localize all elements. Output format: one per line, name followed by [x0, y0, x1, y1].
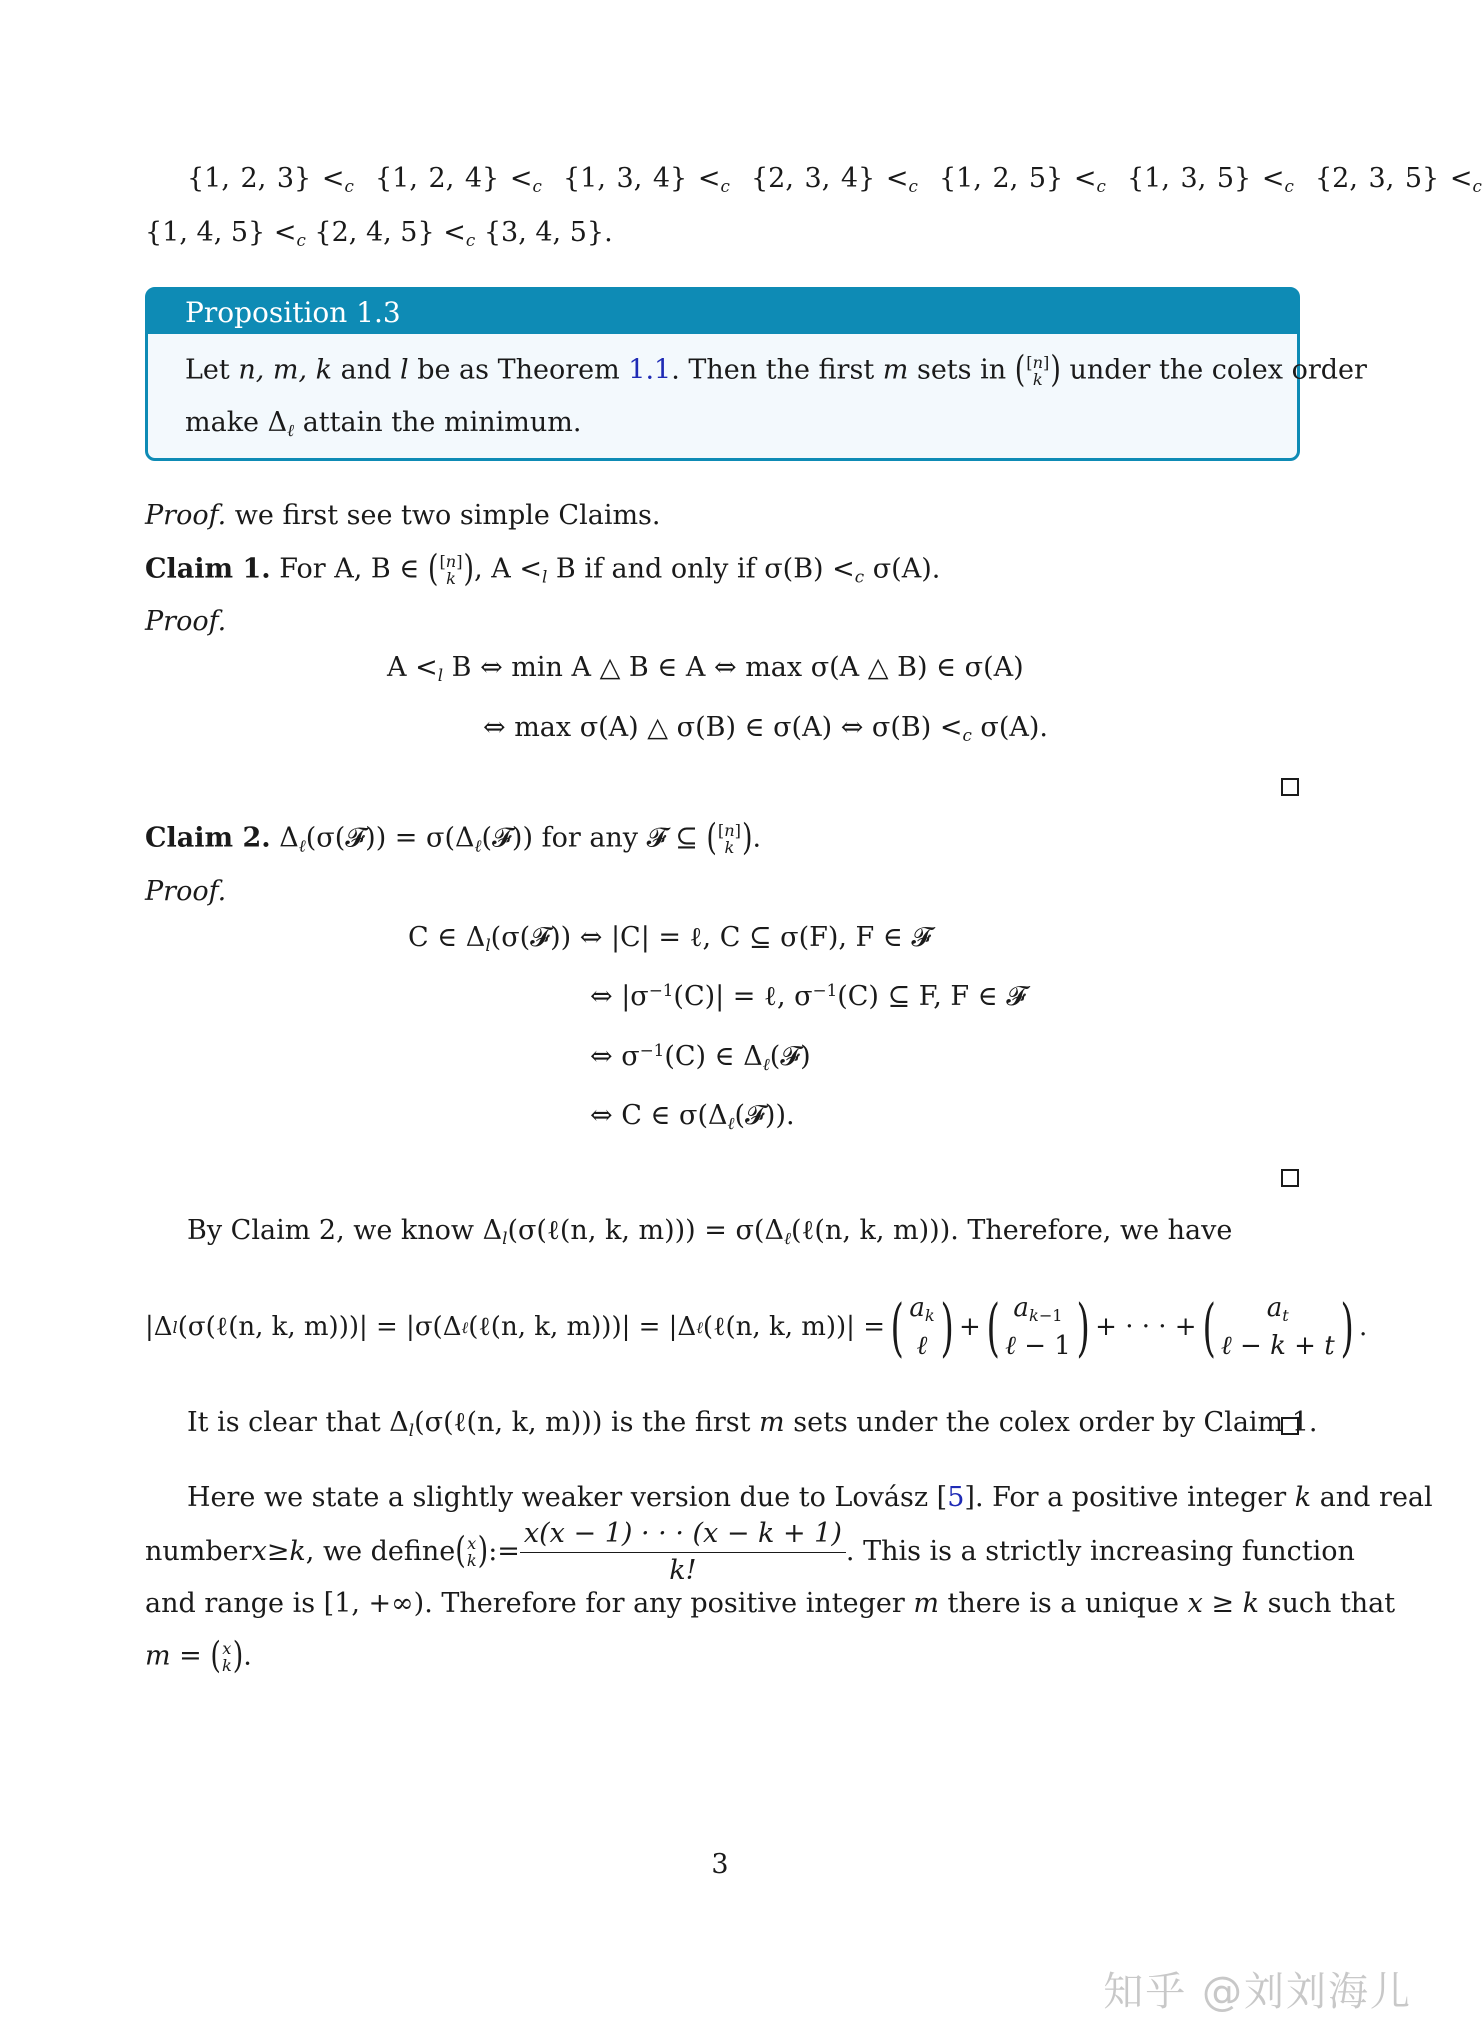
binom-ak-l: ( $a_k$ ℓ ) [890, 1290, 954, 1364]
colex-line-2: {1, 4, $5\} <_c$ {2, 4, $5\} <_c$ {3, 4, 5}. [145, 217, 613, 251]
colex-line-1: {1, 2, $3\} <_c$ {1, 2, $4\} <_c$ {1, 3, $4\} <_c$ {2, 3, $4\} <_c$ {1, 2, $5\} <_c$ {1, 3, $5\} <_c$ {2, 3, $5\} <_c$ [187, 163, 1482, 197]
citation-5-link[interactable]: 5 [947, 1482, 965, 1513]
binom-ak-1: ( $a_{k-1}$ ℓ − 1 ) [986, 1290, 1090, 1364]
watermark: 知乎 @刘刘海儿 [1103, 1969, 1412, 2015]
claim-2-proof-label: Proof. [145, 876, 227, 907]
proof-intro: Proof. we first see two simple Claims. [145, 500, 661, 531]
lovasz-line-3: and range is [1, +∞). Therefore for any positive integer m there is a unique x ≥ k such that [145, 1588, 1396, 1619]
lovasz-line-4: m = ( x k ) . [145, 1635, 252, 1677]
claim-1-proof-label: Proof. [145, 606, 227, 637]
clear-statement: It is clear that $\Delta_l(\sigma(\ell(n$, k, m))) is the first m sets under the colex order by Claim 1. [187, 1407, 1318, 1441]
qed-square-3 [1281, 1417, 1299, 1435]
page-number: 3 [711, 1849, 729, 1880]
qed-square-2 [1281, 1169, 1299, 1187]
claim-2-eq-3: ⇔ $\sigma^{-1}(C)$ ∈ $\Delta_\ell(𝓕)$ [590, 1040, 811, 1075]
binom-at: ( $a_t$ ℓ − k + t ) [1202, 1290, 1354, 1364]
claim-1: Claim 1. For A, B ∈ ( [n] k ) , $A <_l$ B if and only if $\sigma(B) <_c$ σ(A). [145, 548, 941, 590]
qed-square-1 [1281, 778, 1299, 796]
proposition-line-1: Let n, m, k and l be as Theorem 1.1. Then the first m sets in ( [n] k ) under the colex order [185, 349, 1367, 391]
claim-2-eq-4: ⇔ C ∈ $\sigma(\Delta_\ell(𝓕))$. [590, 1100, 795, 1134]
claim-1-eq-1: $A <_l$ B ⇔ min A △ B ∈ A ⇔ max σ(A △ B) ∈ σ(A) [387, 652, 1024, 686]
claim-2-eq-1: C ∈ $\Delta_l(\sigma(𝓕))$ ⇔ |C| = ℓ, C ⊆ σ(F), F ∈ 𝓕 [408, 922, 932, 956]
by-claim-2: By Claim 2, we know $\Delta_l(\sigma(\ell(n$, k, $m))) = \sigma(\Delta_\ell(\ell(n$, k, m))). Therefore, we have [187, 1215, 1233, 1249]
proposition-header [148, 290, 1297, 334]
big-equation: |Δ l (σ(ℓ(n, k, m)))| = |σ(Δ ℓ (ℓ(n, k, m)))| = |Δ ℓ (ℓ(n, k, m))| = ( $a_k$ ℓ ) + ( $a_{k-1}$ ℓ − 1 ) + · · · + ( $a_t$ ℓ − k + t ) . [145, 1290, 1368, 1364]
claim-2: Claim 2. $\Delta_\ell(\sigma(𝓕))$ = $\sigma(\Delta_\ell(𝓕))$ for any 𝓕 ⊆ ( [n] k ) . [145, 817, 762, 859]
proposition-line-2: make $\Delta_\ell$ attain the minimum. [185, 407, 582, 441]
falling-factorial-fraction: $\frac{x(x - 1) \cdot \cdot \cdot (x - k + 1)}{k!}$ [520, 1518, 846, 1585]
lovasz-line-2: number x ≥ k , we define ( x k ) := $\frac{x(x - 1) \cdot \cdot \cdot (x - k + 1)}{k!}$ . This is a strictly increasing function [145, 1518, 1355, 1586]
claim-2-eq-2: ⇔ $|\sigma^{-1}(C)|$ = ℓ, $\sigma^{-1}(C)$ ⊆ F, F ∈ 𝓕 [590, 980, 1027, 1013]
proposition-title: Proposition 1.3 [185, 296, 401, 329]
claim-1-eq-2: ⇔ max σ(A) △ σ(B) ∈ σ(A) ⇔ $\sigma(B) <_c$ σ(A). [483, 712, 1049, 746]
lovasz-line-1: Here we state a slightly weaker version due to Lovász [5]. For a positive integer k and real [187, 1482, 1433, 1513]
theorem-ref-link[interactable]: 1.1 [628, 354, 672, 386]
proposition-box [145, 287, 1367, 461]
